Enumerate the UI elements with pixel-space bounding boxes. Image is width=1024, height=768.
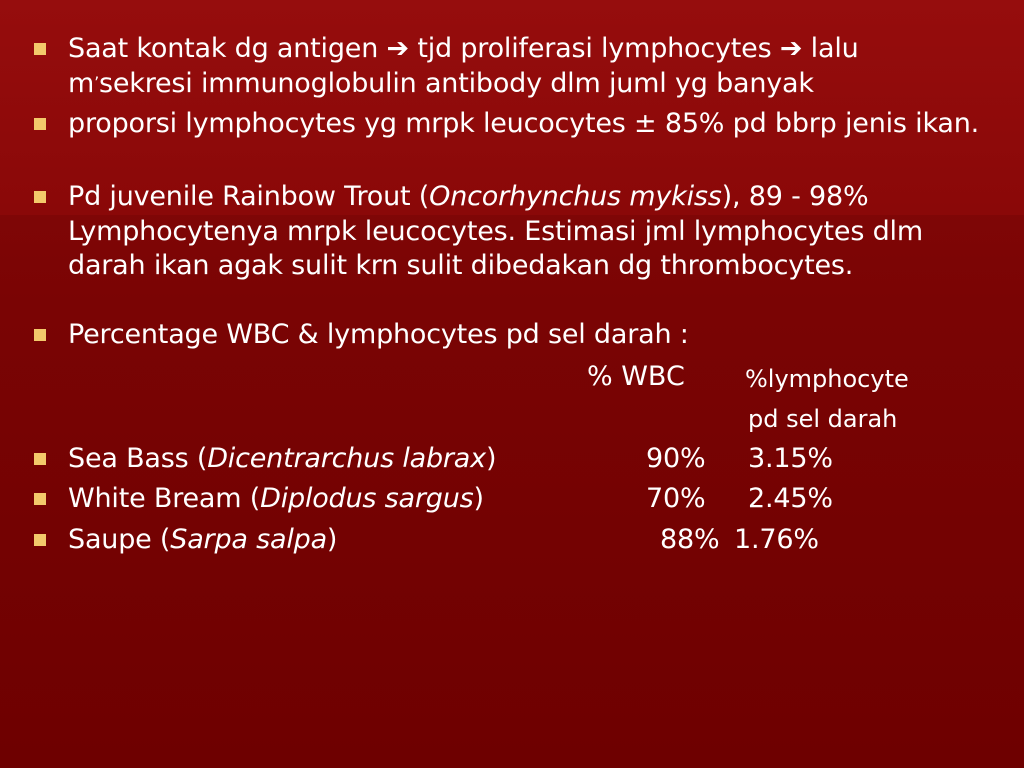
square-bullet-icon <box>34 453 46 465</box>
bullet-text-4: Percentage WBC & lymphocytes pd sel darah : <box>68 319 689 350</box>
species-name: White Bream (Diplodus sargus) <box>68 483 484 514</box>
lymphocyte-value: 2.45% <box>748 483 833 514</box>
species-name: Sea Bass (Dicentrarchus labrax) <box>68 443 497 474</box>
lymphocyte-value: 3.15% <box>748 443 833 474</box>
species-name: Saupe (Sarpa salpa) <box>68 524 338 555</box>
lymphocyte-value: 1.76% <box>734 524 819 555</box>
bullet-text-2: proporsi lymphocytes yg mrpk leucocytes ± 85% pd bbrp jenis ikan. <box>68 108 980 139</box>
column-header-wbc: % WBC <box>587 361 685 392</box>
wbc-value: 70% <box>646 483 706 514</box>
column-header-lymphocyte: %lymphocyte <box>745 365 909 393</box>
bullet-text-3: Pd juvenile Rainbow Trout (Oncorhynchus mykiss), 89 - 98% Lymphocytenya mrpk leucocytes. Estimasi jml lymphocytes dlm darah ikan agak sulit krn sulit dibedakan dg thrombocytes. <box>68 181 923 281</box>
arrow-right-icon: ➔ <box>386 33 409 64</box>
square-bullet-icon <box>34 191 46 203</box>
wbc-value: 88% <box>660 524 720 555</box>
bullet-text-1: Saat kontak dg antigen ➔ tjd proliferasi lymphocytes ➔ lalu m’sekresi immunoglobulin antibody dlm juml yg banyak <box>68 33 859 99</box>
square-bullet-icon <box>34 329 46 341</box>
square-bullet-icon <box>34 534 46 546</box>
wbc-value: 90% <box>646 443 706 474</box>
square-bullet-icon <box>34 493 46 505</box>
arrow-right-icon: ➔ <box>779 33 803 64</box>
square-bullet-icon <box>34 43 46 55</box>
column-header-lymphocyte-sub: pd sel darah <box>748 405 898 433</box>
square-bullet-icon <box>34 118 46 130</box>
